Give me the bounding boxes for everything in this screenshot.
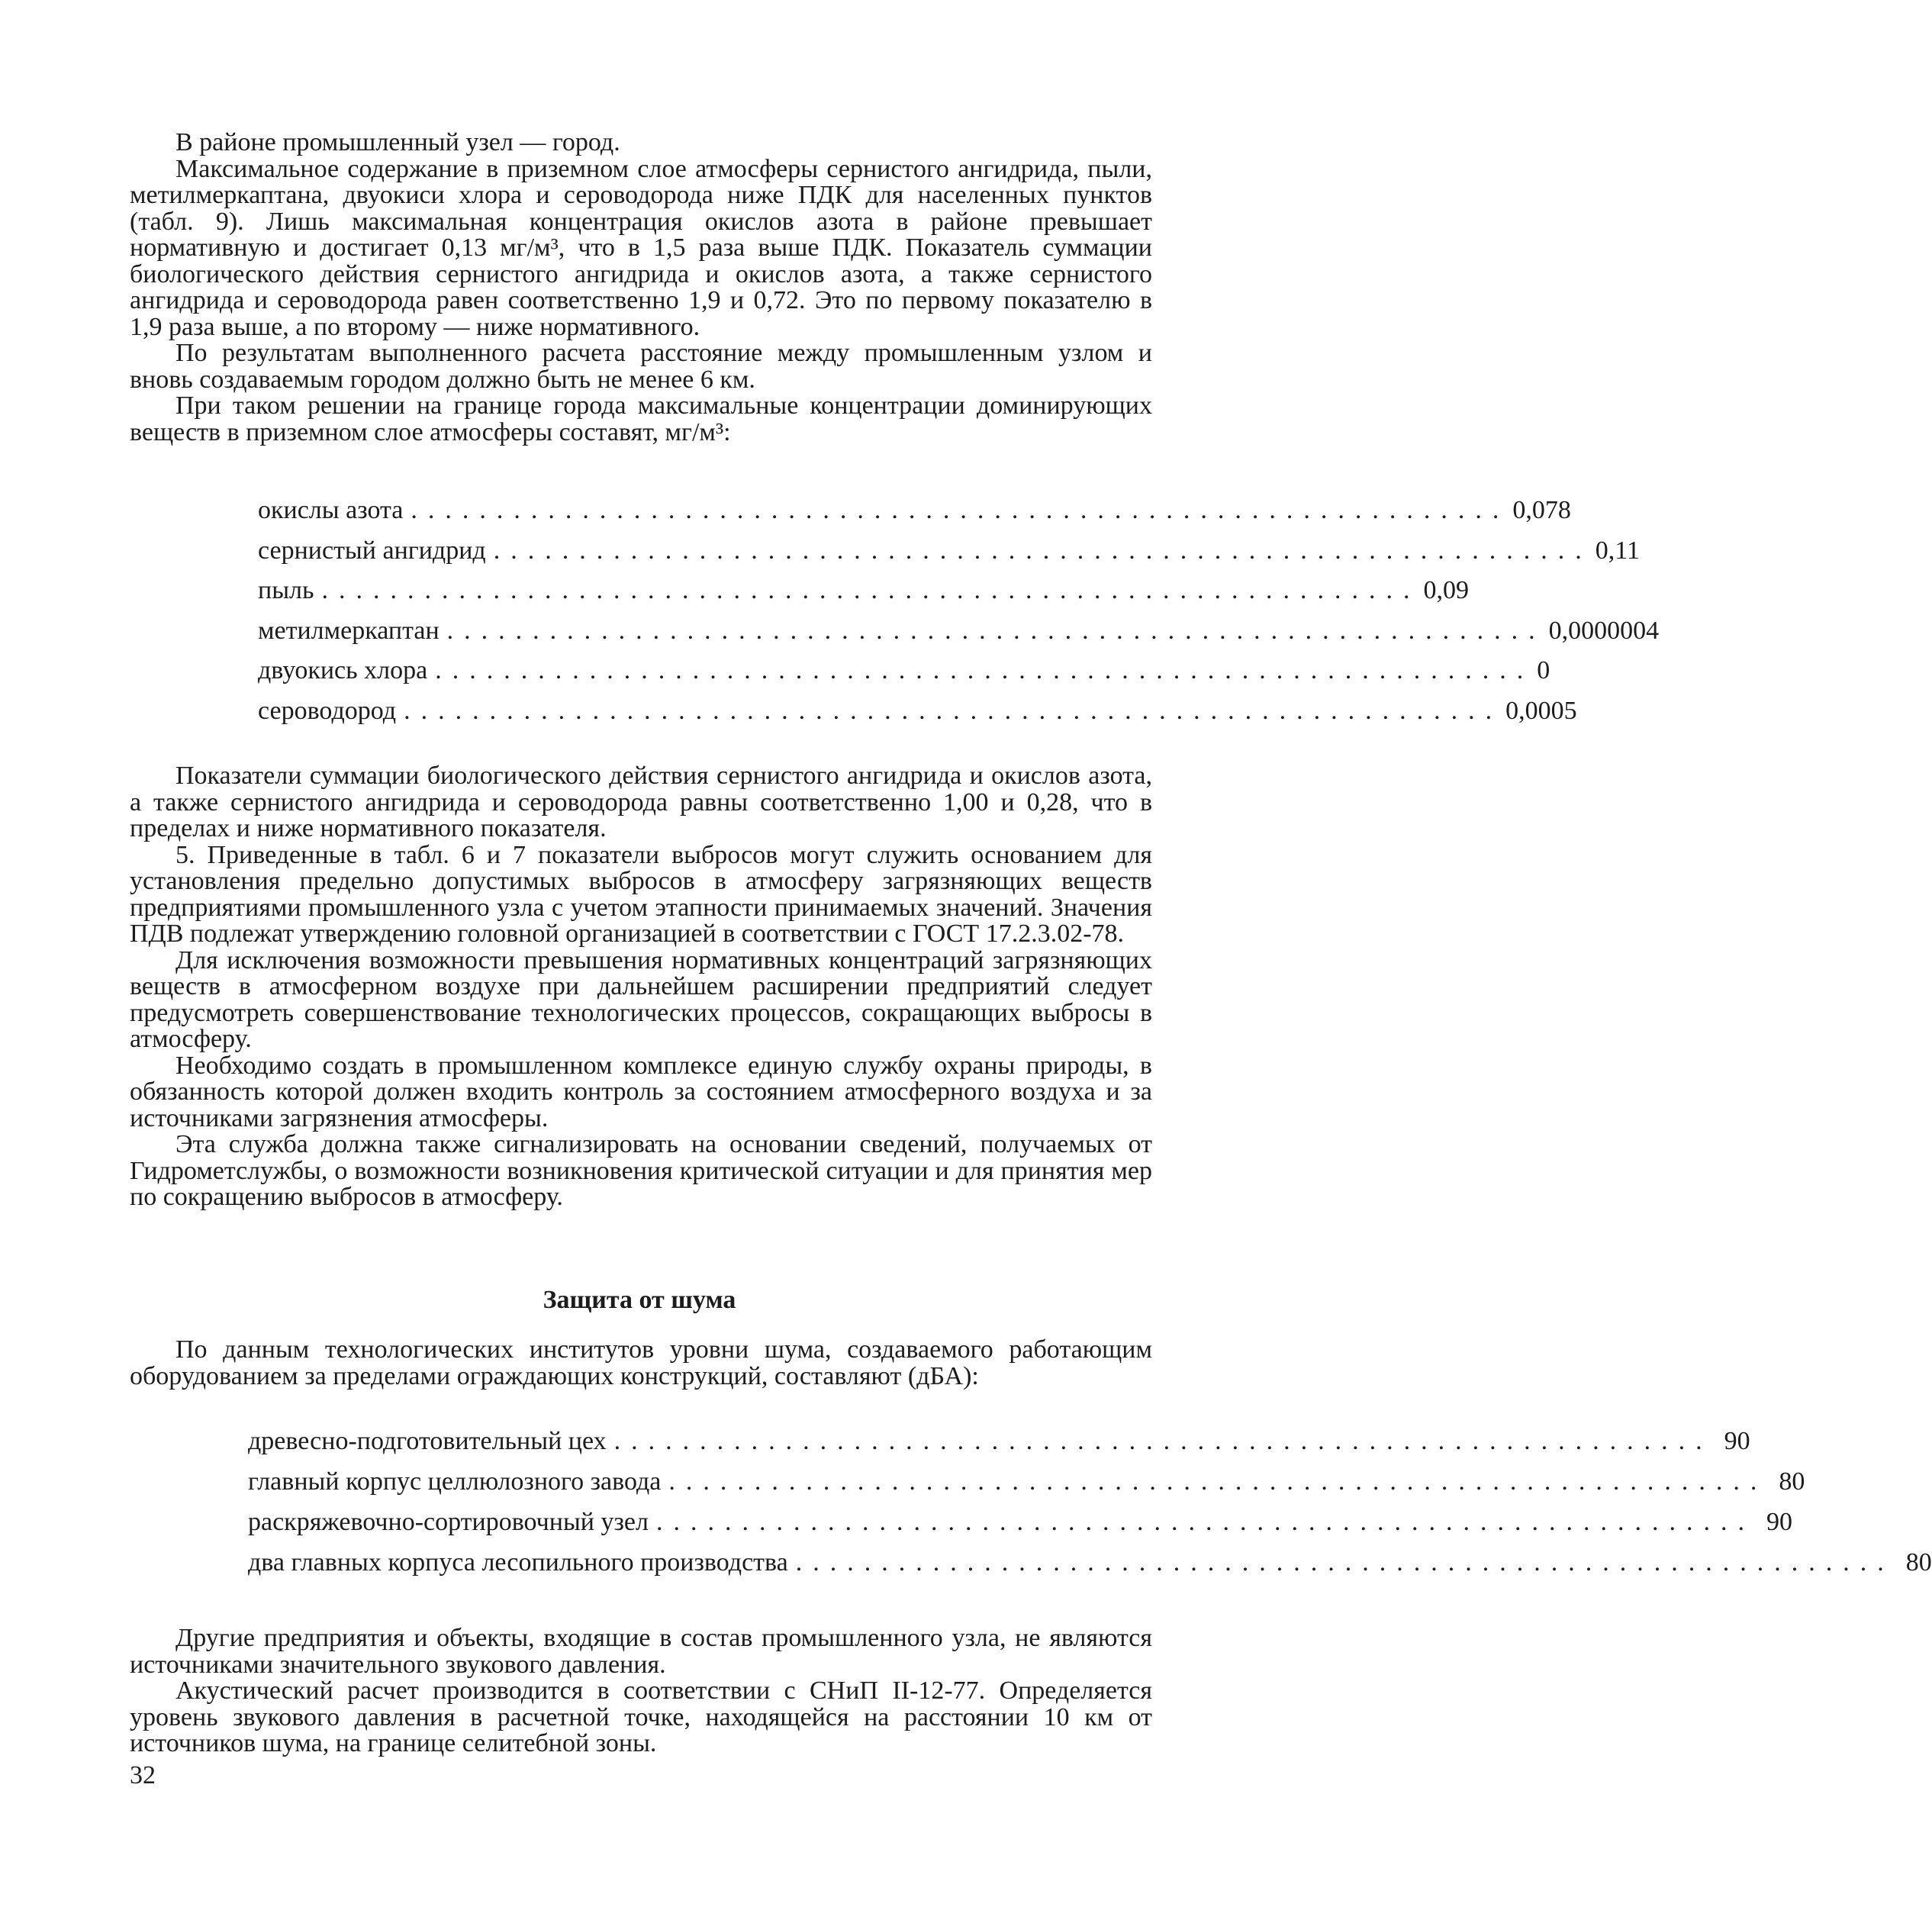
leader-dots: ................................................................ xyxy=(795,1548,1895,1577)
list-item-value: 0,0005 xyxy=(1505,696,1577,725)
list-item-label: главный корпус целлюлозного завода xyxy=(248,1467,662,1496)
section-heading: Защита от шума xyxy=(543,1286,736,1314)
list-item-value: 0,0000004 xyxy=(1548,616,1660,645)
list-item-value: 0,11 xyxy=(1595,536,1640,565)
list-item-label: окислы азота xyxy=(258,496,404,524)
list-item xyxy=(248,1508,1792,1548)
list-item-value: 0,078 xyxy=(1512,496,1571,524)
leader-dots: ................................................................ xyxy=(321,576,1421,604)
leader-dots: ................................................................ xyxy=(411,496,1510,524)
list-item xyxy=(248,1467,1805,1508)
page-number: 32 xyxy=(130,1761,156,1789)
list-item xyxy=(248,1427,1750,1467)
leader-dots: ................................................................ xyxy=(446,616,1546,645)
noise-level-list xyxy=(248,1427,1932,1589)
paragraph-concentrations-intro: При таком решении на границе города максимальные концентрации доминирующих веществ в приземном слое атмосферы составят, мг/м³: xyxy=(130,391,1152,446)
leader-dots: ................................................................ xyxy=(404,696,1503,725)
paragraph-emission-limits: 5. Приведенные в табл. 6 и 7 показатели выбросов могут служить основанием для установления предельно допустимых выбросов в атмосферу загрязняющих веществ предприятиями промышленного узла с учетом этапности принимаемых значений. Значения ПДВ подлежат утверждению головной организацией в соответствии с ГОСТ 17.2.3.02-78. xyxy=(130,840,1152,948)
list-item xyxy=(258,496,1571,536)
paragraph-prevention: Для исключения возможности превышения нормативных концентраций загрязняющих веществ в атмосферном воздухе при дальнейшем расширении предприятий следует предусмотреть совершенствование технологических процессов, сокращающих выбросы в атмосферу. xyxy=(130,945,1152,1053)
paragraph-region: В районе промышленный узел — город. xyxy=(175,128,620,156)
list-item-value: 90 xyxy=(1724,1427,1750,1455)
paragraph-distance: По результатам выполненного расчета расстояние между промышленным узлом и вновь создаваемым городом должно быть не менее 6 км. xyxy=(130,339,1152,394)
noise-intro-block xyxy=(130,1337,1152,1390)
list-item xyxy=(258,536,1640,577)
list-item-label: раскряжевочно-сортировочный узел xyxy=(248,1508,649,1536)
list-item-value: 0 xyxy=(1537,656,1550,684)
list-item xyxy=(258,616,1660,657)
list-item xyxy=(258,656,1550,697)
middle-text xyxy=(130,763,1152,1211)
paragraph-nature-service: Необходимо создать в промышленном комплексе единую службу охраны природы, в обязанность которой должен входить контроль за состоянием атмосферного воздуха и за источниками загрязнения атмосферы. xyxy=(130,1051,1152,1132)
list-item-value: 90 xyxy=(1766,1508,1792,1536)
paragraph-acoustic: Акустический расчет производится в соответствии с СНиП II-12-77. Определяется уровень звукового давления в расчетной точке, находящейся на расстоянии 10 км от источников шума, на границе селитебной зоны. xyxy=(130,1676,1152,1757)
list-item-value: 80 xyxy=(1779,1467,1805,1496)
list-item-label: пыль xyxy=(258,576,314,604)
list-item-value: 80 xyxy=(1905,1548,1932,1577)
paragraph-noise-intro: По данным технологических институтов уровни шума, создаваемого работающим оборудованием за пределами ограждающих конструкций, составляют (дБА): xyxy=(130,1335,1152,1390)
list-item xyxy=(258,696,1577,737)
list-item-label: два главных корпуса лесопильного производства xyxy=(248,1548,788,1577)
bottom-text xyxy=(130,1625,1152,1757)
paragraph-other-enterprises: Другие предприятия и объекты, входящие в состав промышленного узла, не являются источниками значительного звукового давления. xyxy=(130,1624,1152,1679)
top-text xyxy=(130,130,1152,446)
concentration-list xyxy=(258,496,1660,736)
leader-dots: ................................................................ xyxy=(493,536,1592,565)
list-item-label: сероводород xyxy=(258,696,397,725)
leader-dots: ................................................................ xyxy=(613,1427,1713,1455)
list-item xyxy=(248,1548,1932,1589)
list-item-label: метилмеркаптан xyxy=(258,616,440,645)
leader-dots: ................................................................ xyxy=(656,1508,1755,1536)
paragraph-summation: Показатели суммации биологического действия сернистого ангидрида и окислов азота, а также сернистого ангидрида и сероводорода равны соответственно 1,00 и 0,28, что в пределах и ниже нормативного показателя. xyxy=(130,762,1152,842)
list-item-value: 0,09 xyxy=(1423,576,1470,604)
leader-dots: ................................................................ xyxy=(668,1467,1768,1496)
list-item xyxy=(258,576,1470,617)
paragraph-signal: Эта служба должна также сигнализировать на основании сведений, получаемых от Гидрометслужбы, о возможности возникновения критической ситуации и для принятия мер по сокращению выбросов в атмосферу. xyxy=(130,1130,1152,1211)
list-item-label: древесно-подготовительный цех xyxy=(248,1427,607,1455)
leader-dots: ................................................................ xyxy=(435,656,1534,684)
list-item-label: сернистый ангидрид xyxy=(258,536,486,565)
paragraph-max-content: Максимальное содержание в приземном слое атмосферы сернистого ангидрида, пыли, метилмеркаптана, двуокиси хлора и сероводорода ниже ПДК для населенных пунктов (табл. 9). Лишь максимальная концентрация окислов азота в районе превышает нормативную и достигает 0,13 мг/м³, что в 1,5 раза выше ПДК. Показатель суммации биологического действия сернистого ангидрида и окислов азота, а также сернистого ангидрида и сероводорода равен соответственно 1,9 и 0,72. Это по первому показателю в 1,9 раза выше, а по второму — ниже нормативного. xyxy=(130,154,1152,341)
list-item-label: двуокись хлора xyxy=(258,656,428,684)
